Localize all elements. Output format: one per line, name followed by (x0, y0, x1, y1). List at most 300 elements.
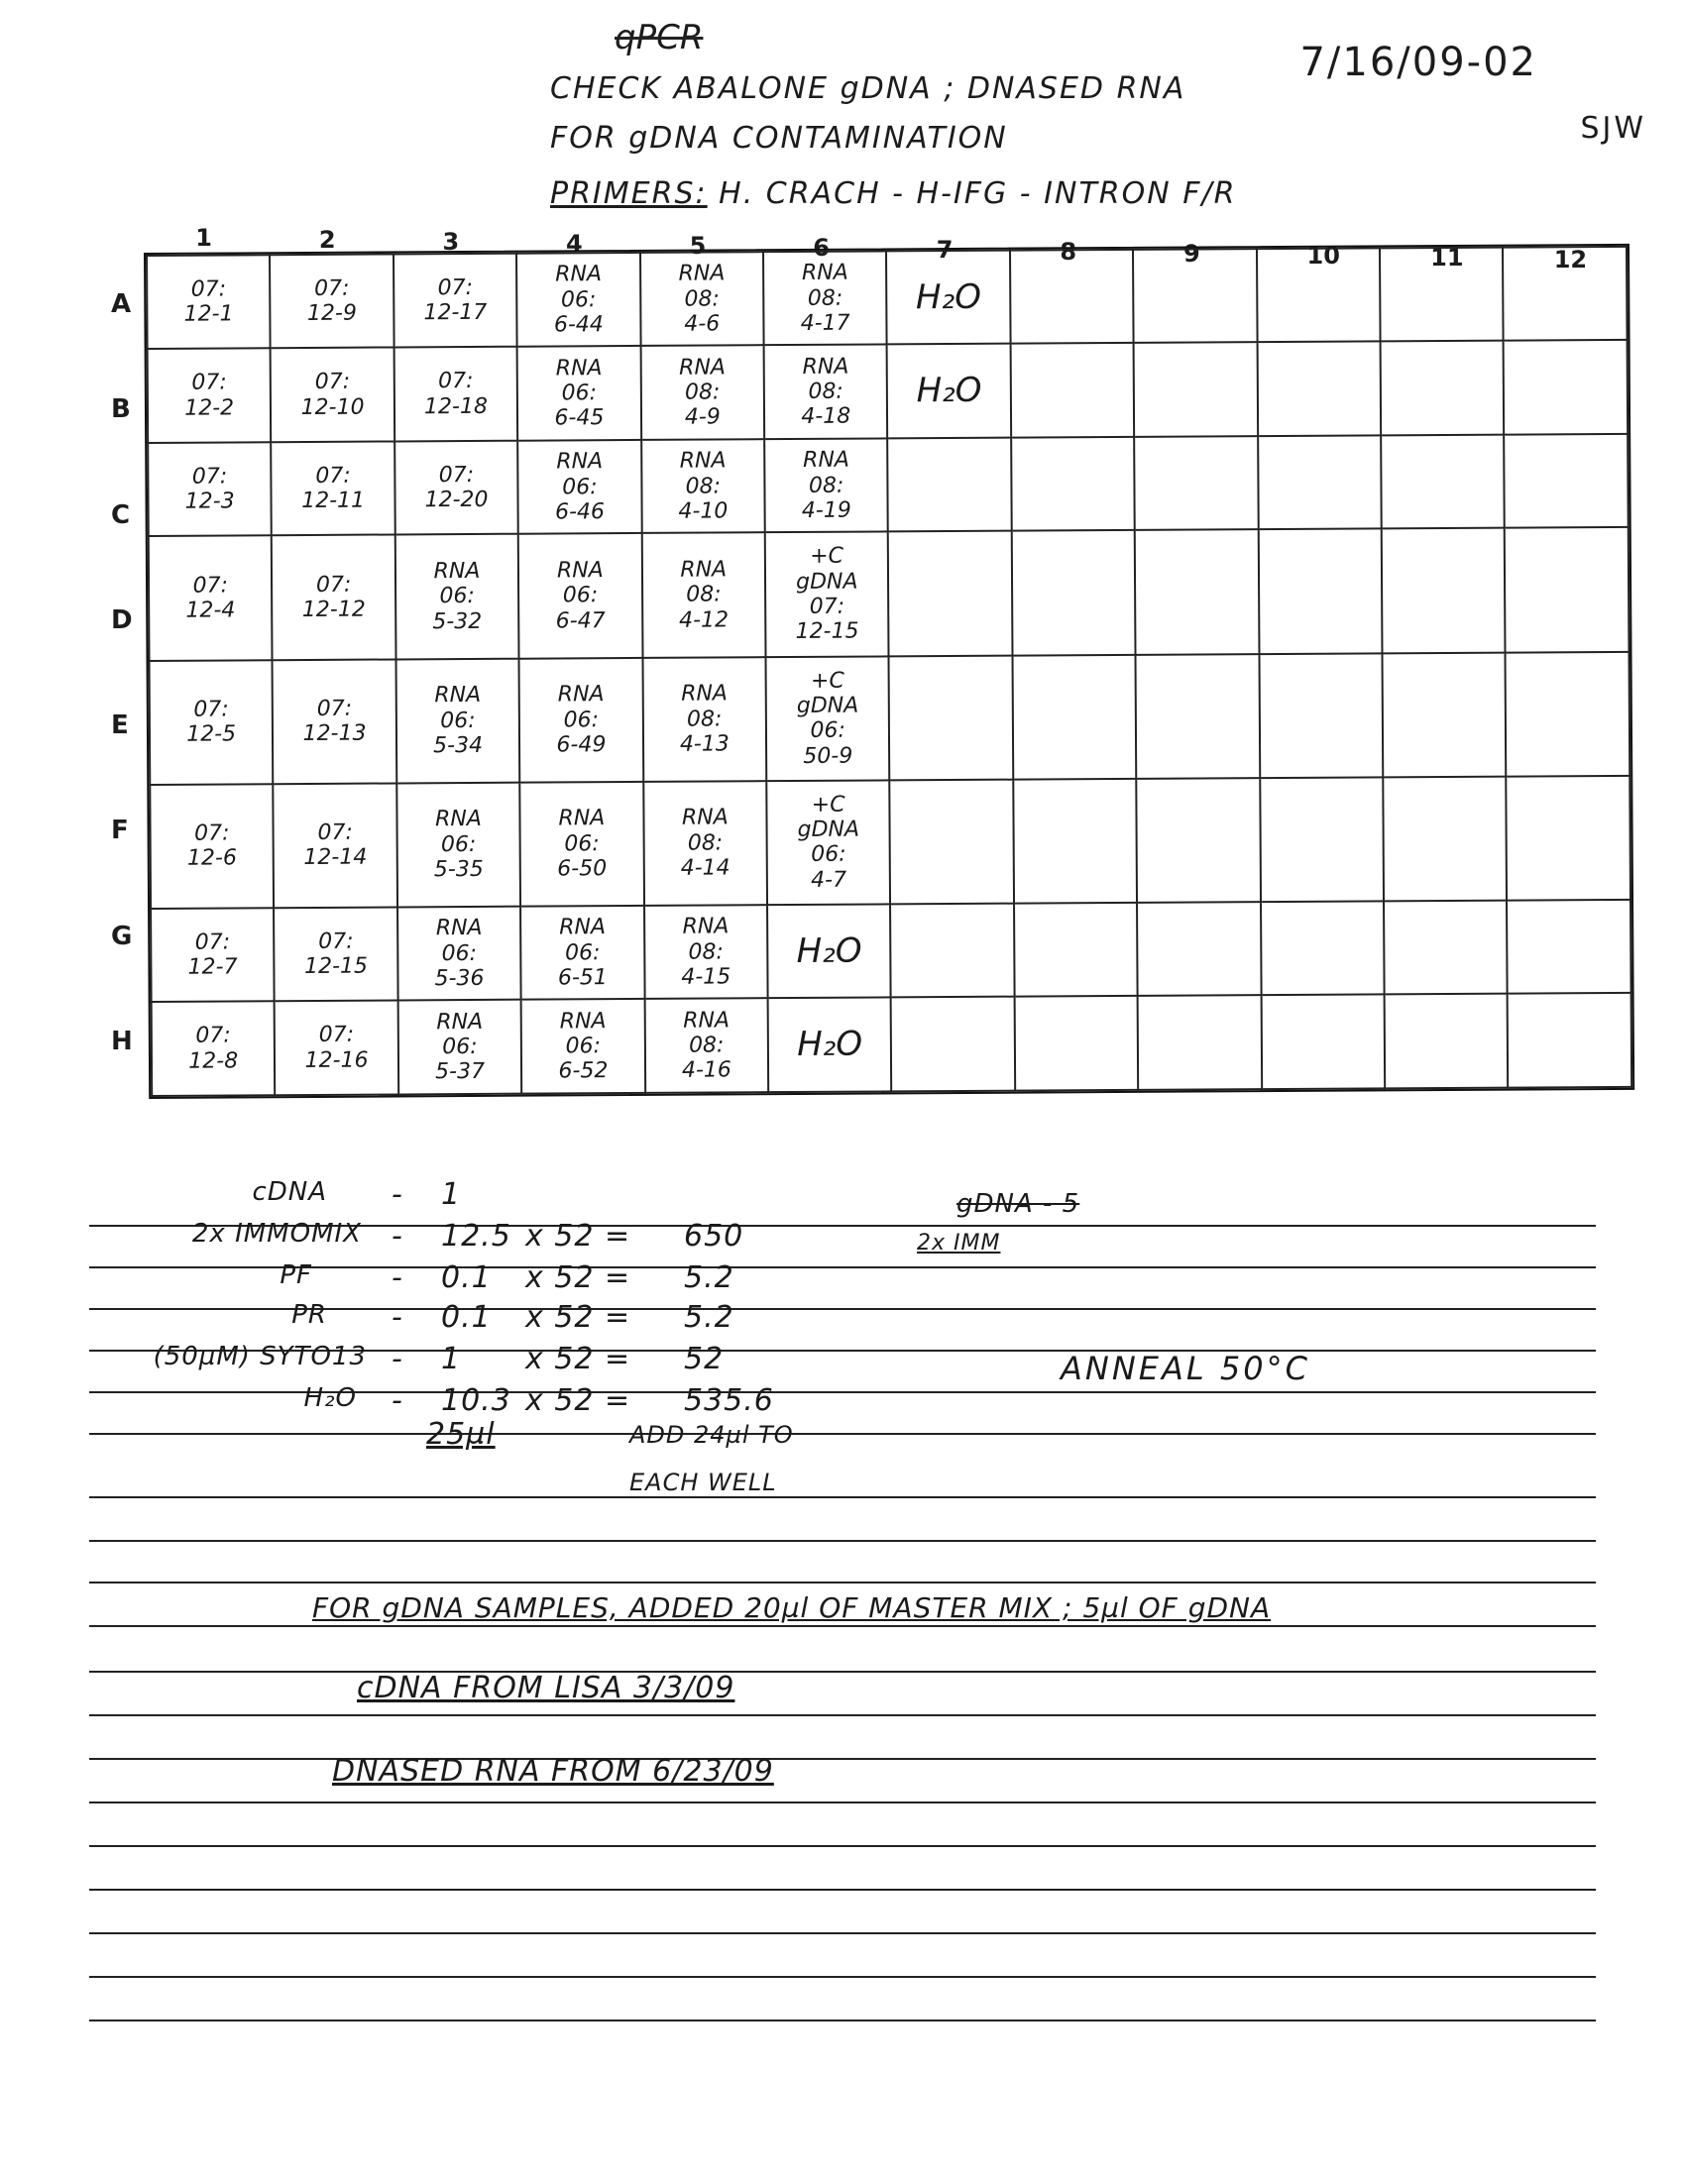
plate-row (152, 993, 1632, 1096)
well-text: 07: (194, 929, 231, 955)
well-text: RNA (435, 916, 483, 941)
well-text: 06: (441, 940, 478, 966)
well-text: 12-5 (186, 721, 237, 747)
recipe-separator: - (392, 1342, 403, 1376)
plate-well (151, 908, 275, 1002)
plate-well (395, 658, 519, 783)
well-text: 07: (193, 697, 229, 722)
recipe-multiplier: x 52 = (525, 1300, 631, 1335)
plate-well (641, 439, 765, 533)
ruled-line (89, 1802, 1596, 1803)
well-text: 12-3 (184, 489, 235, 514)
well-text: RNA (556, 558, 604, 584)
well-text: 5-34 (433, 732, 484, 759)
well-text: RNA (434, 683, 482, 709)
well-text: 6-47 (555, 607, 606, 634)
recipe-quantity: 0.1 (441, 1260, 492, 1295)
plate-well (767, 904, 891, 998)
well-text: RNA (433, 559, 481, 585)
well-text: 4-18 (801, 404, 851, 430)
plate-well (1504, 340, 1628, 434)
plate-well (516, 253, 640, 347)
plate-well (1258, 529, 1382, 654)
plate-well (1380, 248, 1504, 342)
plate-row-label: D (111, 604, 133, 635)
well-text: RNA (557, 682, 605, 708)
ruled-line (89, 1540, 1596, 1542)
plate-well (152, 1002, 276, 1096)
well-text: 06: (810, 717, 845, 744)
well-text: RNA (555, 262, 603, 287)
plate-well (764, 345, 888, 439)
recipe-component: PF (280, 1260, 312, 1290)
plate-well (272, 441, 395, 535)
plate-well (1010, 343, 1134, 437)
well-text: RNA (681, 805, 729, 831)
recipe-multiplier: x 52 = (525, 1383, 631, 1418)
plate-well (519, 658, 643, 783)
well-text: 12-14 (303, 845, 368, 871)
well-text: 12-18 (423, 393, 489, 419)
gdna-mm: 2x IMM (917, 1231, 1001, 1256)
recipe-total: 5.2 (684, 1260, 734, 1295)
plate-well (271, 348, 394, 442)
well-text: gDNA (797, 817, 860, 843)
well-text: +C (810, 544, 844, 570)
well-text: 12-10 (300, 394, 365, 420)
well-text: 07: (195, 1023, 231, 1049)
plate-row-label: E (111, 710, 129, 741)
recipe-separator: - (392, 1177, 403, 1212)
gdna-struck: gDNA - 5 (956, 1189, 1080, 1219)
plate-well (1258, 435, 1382, 529)
plate-well (148, 442, 272, 536)
well-text: 08: (807, 285, 843, 311)
plate-well (886, 251, 1010, 345)
plate-well (1257, 248, 1381, 342)
well-text: 07: (190, 276, 227, 302)
plate-well (644, 999, 768, 1093)
well-text: 08: (808, 473, 844, 498)
well-text: 6-51 (557, 965, 608, 991)
ruled-line (89, 1758, 1596, 1760)
plate-row-label: A (111, 289, 132, 320)
plate-well (150, 784, 274, 909)
plate-well (642, 657, 766, 782)
well-text: 07: (437, 274, 474, 301)
plate-well (889, 655, 1013, 780)
ruled-line (89, 1889, 1596, 1891)
add-line-1: ADD 24µl TO (629, 1421, 794, 1449)
ruled-line (89, 1582, 1596, 1583)
recipe-component: PR (291, 1300, 327, 1330)
plate-well (1260, 777, 1384, 902)
well-text: 6-46 (554, 499, 606, 525)
plate-row (150, 776, 1630, 909)
plate-well (150, 660, 274, 785)
well-text: 6-44 (553, 312, 604, 338)
well-text: 12-12 (301, 597, 366, 623)
plate-well (275, 1001, 398, 1095)
ruled-line (89, 1433, 1596, 1435)
add-line-2: EACH WELL (629, 1469, 777, 1496)
recipe-multiplier: x 52 = (525, 1342, 631, 1376)
well-text: 12-1 (183, 301, 234, 327)
well-text: RNA (555, 355, 603, 382)
plate-well (147, 255, 271, 349)
plate-well (1384, 901, 1508, 995)
well-text: 12-6 (186, 845, 237, 872)
recipe-total: 5.2 (684, 1300, 734, 1335)
primers-label: PRIMERS: (550, 176, 708, 211)
well-text: 08: (687, 830, 724, 856)
well-text: 07: (318, 928, 354, 954)
plate-column-number: 8 (1060, 238, 1077, 266)
plate-well (1382, 528, 1506, 653)
well-text: 4-9 (684, 404, 721, 431)
well-text: 07: (317, 819, 353, 846)
well-text: RNA (558, 806, 606, 831)
well-text: 5-36 (434, 965, 485, 992)
well-text: 06: (564, 939, 601, 965)
plate-well (394, 441, 518, 535)
ruled-line (89, 1932, 1596, 1934)
well-text: 5-32 (432, 608, 483, 634)
plate-well (1012, 530, 1136, 655)
well-text: RNA (682, 914, 730, 939)
plate-row (147, 247, 1628, 350)
well-text: 07: (315, 572, 352, 598)
plate-well (272, 535, 395, 660)
plate-well (644, 905, 768, 999)
well-text: 08: (688, 1033, 725, 1058)
plate-well (519, 782, 643, 907)
well-text: 07: (314, 370, 351, 395)
well-text: 4-16 (681, 1057, 731, 1084)
well-text: 4-7 (811, 867, 847, 893)
plate-well (890, 904, 1014, 998)
ruled-line (89, 2020, 1596, 2021)
plate-row-label: H (111, 1026, 133, 1056)
well-text: RNA (678, 261, 726, 287)
ruled-line (89, 1496, 1596, 1498)
plate-row (151, 900, 1631, 1003)
well-text: 06: (440, 708, 476, 733)
recipe-component: cDNA (252, 1177, 327, 1207)
plate-well (1385, 994, 1509, 1088)
plate-well (641, 533, 765, 658)
well-text: 4-10 (678, 498, 729, 524)
well-text: H₂O (797, 1024, 863, 1065)
well-text: RNA (435, 807, 482, 832)
plate-well (1135, 530, 1259, 655)
well-text: 08: (808, 379, 843, 404)
plate-well (1137, 902, 1261, 996)
well-text: 06: (562, 474, 598, 499)
plate-well (640, 346, 764, 440)
well-text: 12-11 (301, 488, 366, 514)
plate-well (1508, 993, 1631, 1087)
well-text: 6-45 (554, 405, 605, 431)
well-text: RNA (802, 354, 849, 380)
plate-well (1011, 437, 1135, 531)
well-text: 07: (192, 573, 229, 599)
well-text: RNA (559, 1008, 607, 1035)
plate-well (274, 907, 397, 1001)
header-line-1: CHECK ABALONE gDNA ; DNASED RNA (550, 71, 1186, 106)
well-text: RNA (556, 449, 604, 475)
well-text: 06: (811, 842, 846, 868)
plate-well (1138, 996, 1262, 1090)
plate-row-label: F (111, 816, 129, 846)
well-text: H₂O (916, 371, 982, 411)
well-text: H₂O (915, 276, 982, 317)
recipe-separator: - (392, 1219, 403, 1254)
recipe-quantity: 1 (441, 1177, 462, 1212)
recipe-multiplier: x 52 = (525, 1260, 631, 1295)
well-text: RNA (681, 681, 729, 707)
well-text: 08: (688, 939, 724, 965)
plate-well (640, 252, 764, 346)
plate-well (1261, 901, 1385, 995)
recipe-separator: - (392, 1300, 403, 1335)
well-text: 07: (194, 820, 230, 846)
plate-column-number: 12 (1553, 246, 1588, 273)
well-text: 12-4 (185, 598, 236, 623)
well-text: 4-19 (801, 497, 851, 523)
plate-row (148, 434, 1629, 537)
plate-well (397, 907, 521, 1001)
page-title: qPCR (615, 18, 704, 57)
well-text: H₂O (796, 930, 862, 971)
plate-row (148, 340, 1629, 443)
plate-row (149, 527, 1630, 660)
well-text: 07: (438, 369, 474, 394)
well-text: 5-35 (433, 856, 484, 883)
well-text: 07: (318, 1023, 355, 1048)
plate-column-number: 10 (1306, 242, 1340, 270)
well-text: RNA (680, 557, 728, 583)
well-text: 12-17 (423, 300, 488, 326)
plate-well (1383, 776, 1507, 901)
well-text: 6-49 (556, 732, 607, 758)
note-gdna-samples: FOR gDNA SAMPLES, ADDED 20µl OF MASTER MIX ; 5µl OF gDNA (312, 1591, 1272, 1624)
plate-well (393, 254, 517, 348)
well-text: 07: (316, 696, 353, 721)
plate-well (1136, 654, 1260, 779)
well-text: 6-52 (558, 1058, 609, 1084)
recipe-separator: - (392, 1383, 403, 1418)
well-text: 12-15 (795, 618, 859, 645)
well-text: 06: (439, 584, 475, 609)
plate-well (521, 999, 645, 1093)
recipe-multiplier: x 52 = (525, 1219, 631, 1254)
well-text: 08: (685, 474, 722, 499)
primers-value: H. CRACH - H-IFG - INTRON F/R (719, 176, 1237, 211)
plate-well (891, 997, 1015, 1091)
well-text: 06: (563, 707, 600, 732)
well-text: 4-12 (679, 607, 730, 633)
plate-well (393, 347, 517, 441)
plate-well (1014, 996, 1138, 1090)
plate-well (1507, 900, 1630, 994)
well-text: 08: (684, 380, 721, 405)
recipe-separator: - (392, 1260, 403, 1295)
plate-well (270, 254, 393, 348)
well-text: 4-14 (680, 855, 731, 881)
well-text: RNA (436, 1009, 484, 1035)
well-text: 12-8 (188, 1048, 239, 1074)
plate-map (144, 244, 1634, 1099)
well-text: +C (810, 668, 844, 694)
plate-well (1506, 651, 1630, 776)
plate-column-number: 9 (1182, 240, 1200, 268)
recipe-total: 535.6 (684, 1383, 774, 1418)
plate-well (1134, 343, 1258, 437)
well-text: RNA (679, 355, 727, 381)
ruled-line (89, 1845, 1596, 1847)
well-text: +C (811, 792, 845, 818)
plate-well (1507, 776, 1630, 901)
well-text: 07: (809, 594, 845, 619)
plate-well (888, 531, 1012, 656)
plate-well (148, 349, 272, 443)
well-text: 06: (560, 286, 597, 313)
well-text: 4-6 (684, 311, 721, 337)
plate-row-label: B (111, 394, 131, 425)
initials: SJW (1580, 111, 1646, 146)
well-text: 08: (686, 582, 722, 608)
plate-column-number: 5 (689, 232, 707, 260)
plate-column-number: 3 (442, 228, 460, 256)
well-text: 08: (684, 286, 720, 312)
plate-well (518, 533, 642, 658)
well-text: 06: (564, 830, 600, 857)
recipe-quantity: 1 (441, 1342, 462, 1376)
well-text: 12-13 (302, 720, 367, 747)
plate-well (1505, 527, 1629, 652)
well-text: 06: (561, 381, 598, 406)
plate-well (764, 438, 888, 532)
recipe-sum: 25µl (426, 1417, 496, 1452)
plate-row-label: G (111, 921, 133, 951)
well-text: 07: (191, 370, 227, 396)
well-text: 12-15 (303, 953, 369, 980)
well-text: 06: (440, 831, 477, 857)
plate-column-number: 7 (936, 236, 954, 264)
well-text: 4-17 (800, 310, 850, 336)
plate-well (887, 344, 1011, 438)
recipe-component: (50µM) SYTO13 (153, 1342, 367, 1371)
plate-row (150, 651, 1630, 784)
well-text: gDNA (795, 569, 858, 595)
well-text: 6-50 (557, 856, 608, 882)
plate-well (273, 659, 396, 784)
recipe-component: H₂O (303, 1383, 357, 1413)
well-text: gDNA (796, 693, 859, 718)
plate-column-number: 11 (1430, 244, 1464, 272)
plate-well (888, 438, 1012, 532)
plate-column-number: 4 (566, 230, 583, 258)
well-text: 06: (565, 1034, 602, 1059)
plate-well (517, 346, 641, 440)
plate-well (765, 532, 889, 657)
plate-well (1505, 434, 1629, 528)
plate-well (768, 998, 892, 1092)
note-cdna-source: cDNA FROM LISA 3/3/09 (357, 1671, 735, 1705)
plate-well (1257, 342, 1381, 436)
recipe-quantity: 10.3 (441, 1383, 511, 1418)
plate-column-number: 2 (318, 226, 336, 254)
date: 7/16/09-02 (1299, 40, 1537, 85)
anneal-temp: ANNEAL 50°C (1061, 1350, 1310, 1387)
well-text: 12-16 (304, 1047, 369, 1073)
well-text: 50-9 (803, 743, 853, 769)
plate-table (146, 246, 1632, 1097)
ruled-line (89, 1625, 1596, 1627)
plate-column-number: 6 (813, 234, 830, 262)
well-text: RNA (679, 448, 727, 474)
plate-well (1013, 779, 1137, 904)
well-text: 12-20 (424, 488, 489, 513)
well-text: 5-37 (435, 1059, 486, 1085)
plate-well (766, 780, 890, 905)
plate-well (397, 1000, 521, 1094)
plate-well (1381, 435, 1505, 529)
plate-well (396, 782, 520, 907)
plate-well (643, 781, 767, 906)
plate-well (395, 534, 519, 659)
well-text: RNA (559, 915, 607, 940)
plate-well (890, 779, 1014, 904)
well-text: 12-2 (184, 395, 235, 421)
plate-well (1383, 652, 1507, 777)
plate-well (274, 783, 397, 908)
ruled-line (89, 1266, 1596, 1268)
plate-well (517, 440, 641, 534)
well-text: RNA (683, 1008, 731, 1034)
well-text: 4-15 (681, 964, 731, 990)
well-text: 07: (191, 464, 228, 490)
well-text: 06: (562, 583, 599, 608)
plate-row-label: C (111, 499, 131, 530)
plate-well (1261, 995, 1385, 1089)
plate-well (763, 251, 887, 345)
well-text: 4-13 (679, 731, 730, 757)
well-text: 07: (438, 462, 475, 489)
well-text: 12-9 (306, 300, 358, 327)
plate-well (1012, 655, 1136, 780)
plate-well (1503, 247, 1627, 341)
recipe-quantity: 12.5 (441, 1219, 511, 1254)
well-text: 08: (686, 707, 723, 732)
note-dnased-rna-source: DNASED RNA FROM 6/23/09 (332, 1754, 774, 1789)
well-text: 12-7 (187, 954, 238, 980)
well-text: 07: (315, 463, 351, 489)
primers-line (550, 176, 1236, 211)
ruled-line (89, 1714, 1596, 1716)
plate-well (1259, 653, 1383, 778)
header-line-2: FOR gDNA CONTAMINATION (550, 121, 1008, 156)
well-text: RNA (803, 447, 849, 474)
plate-well (1134, 436, 1258, 530)
plate-well (520, 906, 644, 1000)
recipe-component: 2x IMMOMIX (191, 1219, 362, 1249)
recipe-total: 52 (684, 1342, 725, 1376)
recipe-quantity: 0.1 (441, 1300, 492, 1335)
ruled-line (89, 1671, 1596, 1673)
plate-well (1014, 903, 1138, 997)
